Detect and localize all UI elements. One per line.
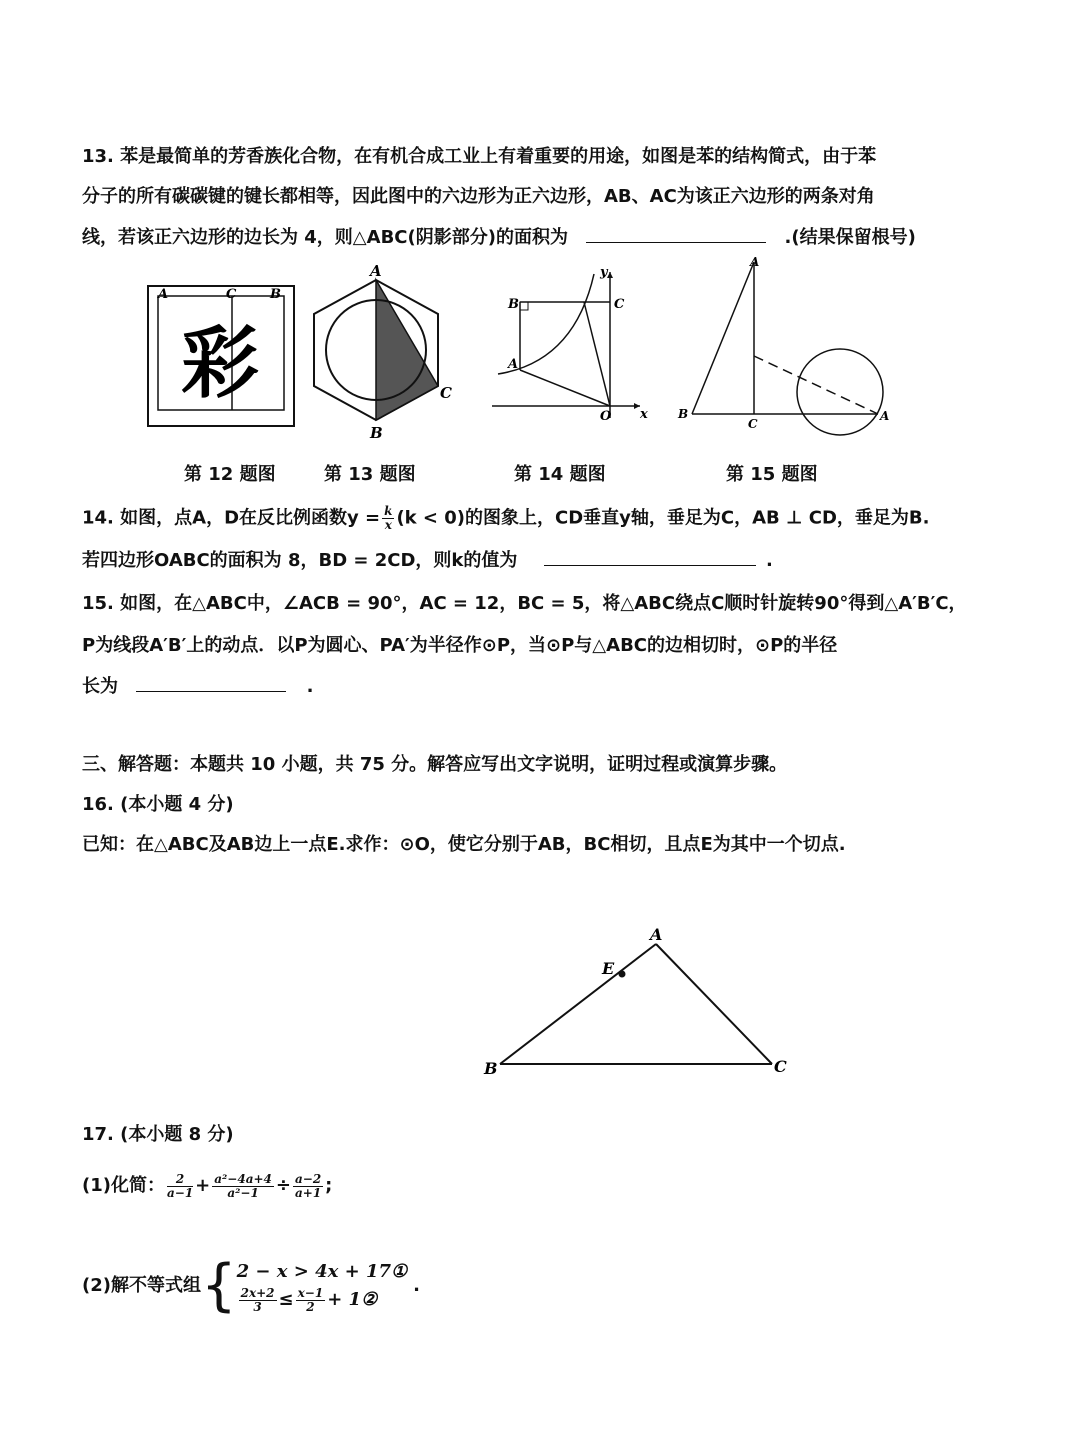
section-3-header: 三、解答题：本题共 10 小题，共 75 分。解答应写出文字说明，证明过程或演算步骤。 [82,754,788,775]
q16-label-e: E [602,959,615,978]
fig15-label-b: B [678,407,689,421]
q17-ineq-2 [237,1286,408,1314]
q13-line-3-end: .(结果保留根号) [784,227,916,248]
q16-label-b: B [484,1059,498,1078]
fig14-label-y: y [600,265,608,280]
caption-fig-13: 第 13 题图 [324,464,416,485]
q16-label-a: A [650,925,663,944]
q15-line-3-text: 长为 [82,676,118,697]
q16-body: 已知：在△ABC及AB边上一点E.求作：⊙O，使它分别于AB，BC相切，且点E为其中一个切点. [82,834,846,855]
q15-line-1: 15. 如图，在△ABC中，∠ACB = 90°，AC = 12，BC = 5，将△ABC绕点C顺时针旋转90°得到△A′B′C， [82,593,967,614]
q14-fraction [382,505,394,532]
q14-line-1 [82,505,929,532]
q17-frac-1 [167,1173,193,1200]
q14-frac-den: x [384,518,392,532]
q13-line-3-text: 线，若该正六边形的边长为 4，则△ABC(阴影部分)的面积为 [82,227,568,248]
q17-part-2-label: (2)解不等式组 [82,1275,201,1296]
q13-answer-blank[interactable] [586,224,766,243]
q14-answer-blank[interactable] [544,547,756,566]
q15-line-3-end: . [306,676,314,697]
q17-frac-1-num: 2 [167,1173,193,1187]
figure-15 [672,254,898,444]
fig12-char: 彩 [180,318,260,409]
q13-line-3 [82,224,916,251]
figure-14 [484,262,654,430]
fig12-label-b: B [270,287,281,302]
fig14-label-a: A [508,357,519,372]
q17-frac-1-den: a−1 [166,1185,194,1200]
q14-line-2-end: . [765,550,773,571]
q14-line-1-text: 14. 如图，点A，D在反比例函数y = [82,507,381,529]
q17-ineq-2-frac-2 [296,1287,326,1314]
figure-13 [304,258,464,444]
q17-ineq-2-frac-1-num: 2x+2 [240,1285,275,1300]
q15-answer-blank[interactable] [136,673,286,692]
fig15-label-a-top: A [750,255,760,269]
fig14-label-o: O [600,409,612,424]
q14-line-2-text: 若四边形OABC的面积为 8，BD = 2CD，则k的值为 [82,550,518,571]
fig14-label-x: x [640,407,648,422]
fig13-label-c: C [440,384,452,402]
fig13-label-a: A [370,262,382,280]
q17-part-1-label: (1)化简： [82,1175,165,1196]
fig15-label-a-right: A [880,409,890,423]
fig15-label-c: C [748,417,758,431]
q17-ineq-2-frac-1 [239,1287,277,1314]
q14-line-2 [82,547,773,574]
q17-ineq-2-frac-2-den: 2 [306,1299,315,1314]
q17-ineq-2-frac-2-num: x−1 [297,1285,324,1300]
q17-header: 17. (本小题 8 分) [82,1124,234,1145]
q16-label-c: C [774,1057,787,1076]
q17-frac-3-den: a+1 [294,1185,322,1200]
q17-frac-3 [293,1173,323,1200]
q17-frac-2-den: a²−1 [227,1185,259,1200]
q17-ineq-2-mid: ≤ [278,1289,294,1310]
q17-frac-2-num: a²−4a+4 [214,1171,272,1186]
q17-part-1-end: ; [325,1175,333,1196]
q16-header: 16. (本小题 4 分) [82,794,234,815]
q17-ineq-1: 2 − x > 4x + 17① [236,1261,408,1282]
q17-frac-3-num: a−2 [294,1171,322,1186]
q17-ineq-2-end: + 1② [327,1289,378,1310]
fig14-label-c: C [614,297,625,312]
caption-fig-14: 第 14 题图 [514,464,606,485]
caption-fig-12: 第 12 题图 [184,464,276,485]
q17-brace: { [200,1253,237,1318]
q13-line-1: 13. 苯是最简单的芳香族化合物，在有机合成工业上有着重要的用途，如图是苯的结构简式，由于苯 [82,146,877,167]
q17-frac-2 [212,1173,274,1200]
q17-part-2 [82,1254,420,1318]
q13-line-2: 分子的所有碳碳键的键长都相等，因此图中的六边形为正六边形，AB、AC为该正六边形的两条对角 [82,186,875,207]
q16-figure [476,924,796,1084]
fig13-label-b: B [370,424,383,442]
figure-12 [146,282,298,430]
q17-system [237,1258,408,1314]
fig14-label-b: B [508,297,519,312]
q17-op-plus: + [195,1175,211,1196]
q14-line-1-rest: (k < 0)的图象上，CD垂直y轴，垂足为C，AB ⊥ CD，垂足为B. [396,507,930,529]
fig12-label-a: A [158,287,169,302]
q17-part-2-end: . [413,1275,421,1296]
q15-line-2: P为线段A′B′上的动点．以P为圆心、PA′为半径作⊙P，当⊙P与△ABC的边相切时，⊙P的半径 [82,635,838,656]
q17-op-divide: ÷ [275,1175,291,1196]
fig12-label-c: C [226,287,237,302]
q15-line-3 [82,673,313,700]
caption-fig-15: 第 15 题图 [726,464,818,485]
q14-frac-num: k [384,504,393,518]
q17-part-1 [82,1166,332,1206]
q17-ineq-2-frac-1-den: 3 [253,1299,262,1314]
